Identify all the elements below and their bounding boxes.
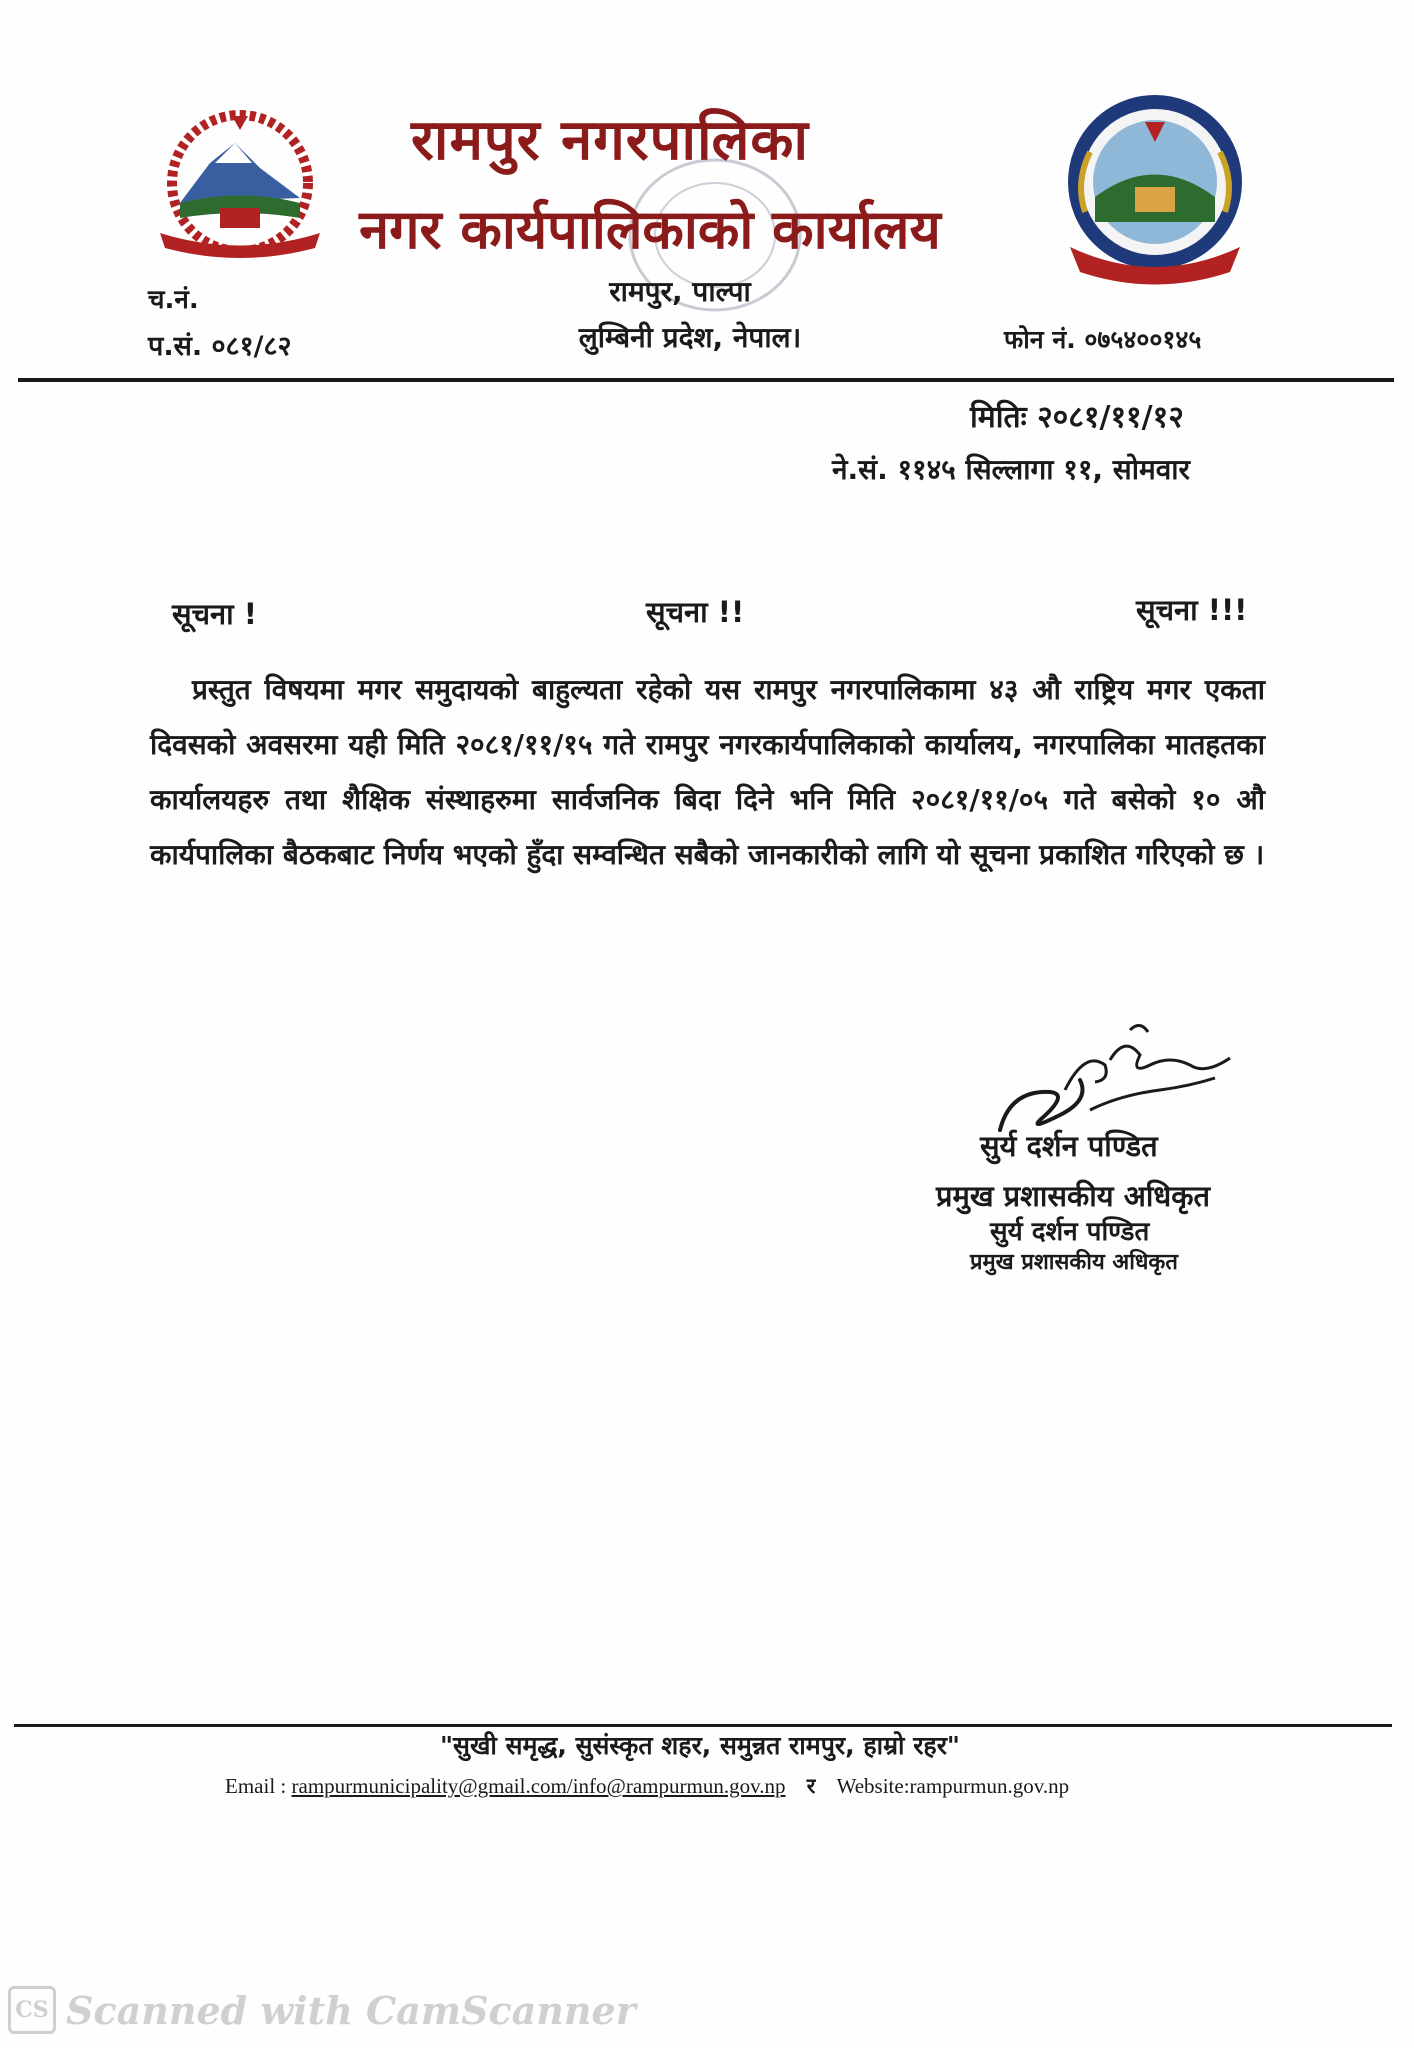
footer-divider (14, 1724, 1392, 1727)
footer-contact (225, 1772, 1225, 1800)
notice-heading-left: सूचना ! (172, 597, 257, 631)
notice-heading-right: सूचना !!! (1136, 593, 1248, 627)
reference-number-label: च.नं. (148, 285, 199, 315)
scanner-watermark-text: Scanned with CamScanner (66, 1987, 636, 2033)
nepal-sambat-date: ने.सं. ११४५ सिल्लागा ११, सोमवार (832, 453, 1190, 486)
municipality-logo-icon (1050, 92, 1260, 292)
website-text: Website:rampurmun.gov.np (836, 1774, 1070, 1798)
stamp-post: प्रमुख प्रशासकीय अधिकृत (970, 1250, 1178, 1275)
fiscal-year: प.सं. ०८१/८२ (148, 331, 292, 362)
office-title-line1: रामपुर नगरपालिका (411, 107, 809, 173)
phone-number: फोन नं. ०७५४००१४५ (1004, 325, 1202, 354)
office-title-line2: नगर कार्यपालिकाको कार्यालय (359, 197, 941, 261)
signatory-name: सुर्य दर्शन पण्डित (980, 1129, 1158, 1163)
scanner-watermark (8, 1986, 636, 2034)
notice-heading-center: सूचना !! (646, 595, 745, 629)
date: मितिः २०८१/११/१२ (970, 400, 1184, 435)
stamp-name: सुर्य दर्शन पण्डित (990, 1217, 1150, 1247)
signatory-post: प्रमुख प्रशासकीय अधिकृत (936, 1179, 1211, 1213)
contact-separator: र (806, 1774, 816, 1798)
address-line2: लुम्बिनी प्रदेश, नेपाल। (578, 321, 802, 354)
address-line1: रामपुर, पाल्पा (609, 275, 751, 308)
footer-motto: "सुखी समृद्ध, सुसंस्कृत शहर, समुन्नत रामपुर, हाम्रो रहर" (440, 1731, 960, 1760)
camscanner-logo-icon: CS (8, 1986, 56, 2034)
email-link[interactable]: rampurmunicipality@gmail.com/info@rampurmun.gov.np (291, 1774, 786, 1798)
notice-body: प्रस्तुत विषयमा मगर समुदायको बाहुल्यता रहेको यस रामपुर नगरपालिकामा ४३ औ राष्ट्रिय मगर एकता दिवसको अवसरमा यही मिति २०८१/११/१५ गते रामपुर नगरकार्यपालिकाको कार्यालय, नगरपालिका मातहतका कार्यालयहरु तथा शैक्षिक संस्थाहरुमा सार्वजनिक बिदा दिने भनि मिति २०८१/११/०५ गते बसेको १० औ कार्यपालिका बैठकबाट निर्णय भएको हुँदा सम्वन्धित सबैको जानकारीको लागि यो सूचना प्रकाशित गरिएको छ । (150, 673, 1265, 871)
email-label: Email : (225, 1774, 287, 1798)
header-divider (18, 378, 1394, 382)
signature-icon (990, 1020, 1250, 1140)
